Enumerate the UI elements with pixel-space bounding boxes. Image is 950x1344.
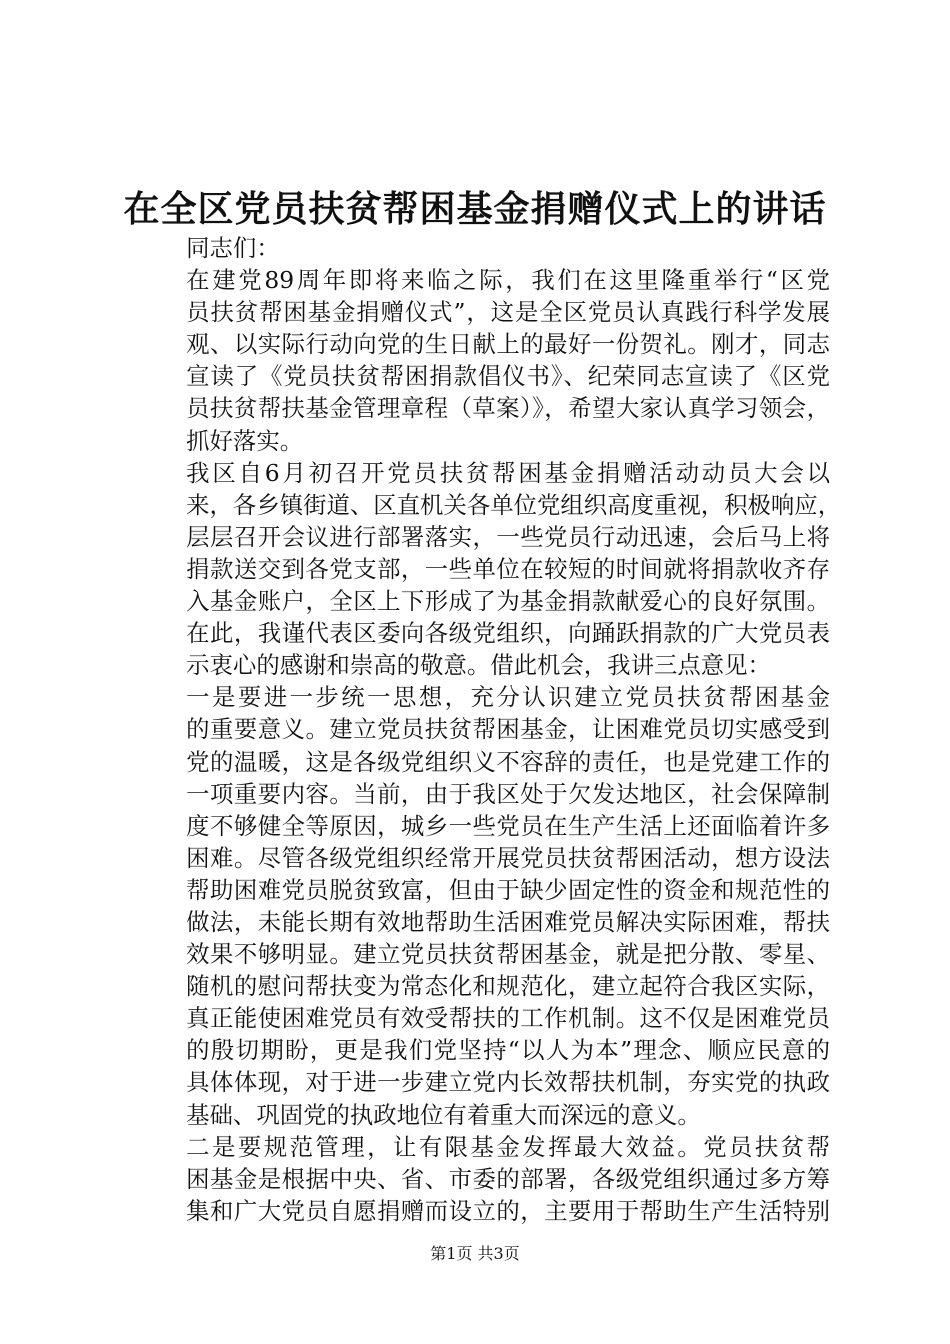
paragraph-3 [130,681,830,1130]
paragraph-line: 随机的慰问帮扶变为常态化和规范化，建立起符合我区实际， [186,972,830,1001]
paragraph-line: 困难。尽管各级党组织经常开展党员扶贫帮困活动，想方设法 [186,843,830,872]
paragraph-line: 具体体现，对于进一步建立党内长效帮扶机制，夯实党的执政 [186,1068,830,1097]
paragraph-4 [130,1131,830,1227]
paragraph-line: 在此，我谨代表区委向各级党组织，向踊跃捐款的广大党员表 [186,619,830,648]
paragraph-line: 一项重要内容。当前，由于我区处于欠发达地区，社会保障制 [186,779,830,808]
paragraph-line: 困基金是根据中央、省、市委的部署，各级党组织通过多方筹 [186,1164,830,1193]
paragraph-line: 真正能使困难党员有效受帮扶的工作机制。这不仅是困难党员 [186,1004,830,1033]
paragraph-line: 效果不够明显。建立党员扶贫帮困基金，就是把分散、零星、 [186,940,830,969]
paragraph-line: 在建党89周年即将来临之际，我们在这里隆重举行“区党 [186,266,830,295]
paragraph-line: 集和广大党员自愿捐赠而设立的，主要用于帮助生产生活特别 [186,1196,830,1225]
page-indicator: 第1页 共3页 [430,1244,520,1263]
paragraph-line: 观、以实际行动向党的生日献上的最好一份贺礼。刚才，同志 [186,330,830,359]
document-title: 在全区党员扶贫帮困基金捐赠仪式上的讲话 [123,188,827,230]
document-body [130,232,842,1227]
paragraph-line: 做法，未能长期有效地帮助生活困难党员解决实际困难，帮扶 [186,907,830,936]
paragraph-line: 的殷切期盼，更是我们党坚持“以人为本”理念、顺应民意的 [186,1036,830,1065]
paragraph-line: 入基金账户，全区上下形成了为基金捐款献爱心的良好氛围。 [186,587,830,616]
paragraph-line: 员扶贫帮困基金捐赠仪式”，这是全区党员认真践行科学发展 [186,298,830,327]
paragraph-line: 层层召开会议进行部署落实，一些党员行动迅速，会后马上将 [186,522,830,551]
paragraph-line: 帮助困难党员脱贫致富，但由于缺少固定性的资金和规范性的 [186,875,830,904]
paragraph-line: 我区自6月初召开党员扶贫帮困基金捐赠活动动员大会以 [186,458,830,487]
paragraph-line: 抓好落实。 [186,426,304,455]
paragraph-line: 来，各乡镇街道、区直机关各单位党组织高度重视，积极响应， [186,490,842,519]
paragraph-2 [130,457,842,682]
paragraph-line: 宣读了《党员扶贫帮困捐款倡仪书》、纪荣同志宣读了《区党 [186,362,830,391]
paragraph-line: 示衷心的感谢和崇高的敬意。借此机会，我讲三点意见： [186,651,771,680]
paragraph-line: 基础、巩固党的执政地位有着重大而深远的意义。 [186,1100,701,1129]
paragraph-line: 捐款送交到各党支部，一些单位在较短的时间就将捐款收齐存 [186,554,830,583]
paragraph-line: 二是要规范管理，让有限基金发挥最大效益。党员扶贫帮 [186,1132,830,1161]
paragraph-line: 的重要意义。建立党员扶贫帮困基金，让困难党员切实感受到 [186,715,830,744]
salutation: 同志们： [186,234,280,262]
paragraph-line: 一是要进一步统一思想，充分认识建立党员扶贫帮困基金 [186,683,830,712]
paragraph-line: 党的温暖，这是各级党组织义不容辞的责任，也是党建工作的 [186,747,830,776]
paragraph-line: 度不够健全等原因，城乡一些党员在生产生活上还面临着许多 [186,811,830,840]
paragraph-line: 员扶贫帮扶基金管理章程（草案）》，希望大家认真学习领会， [186,394,830,423]
paragraph-1 [130,264,830,457]
